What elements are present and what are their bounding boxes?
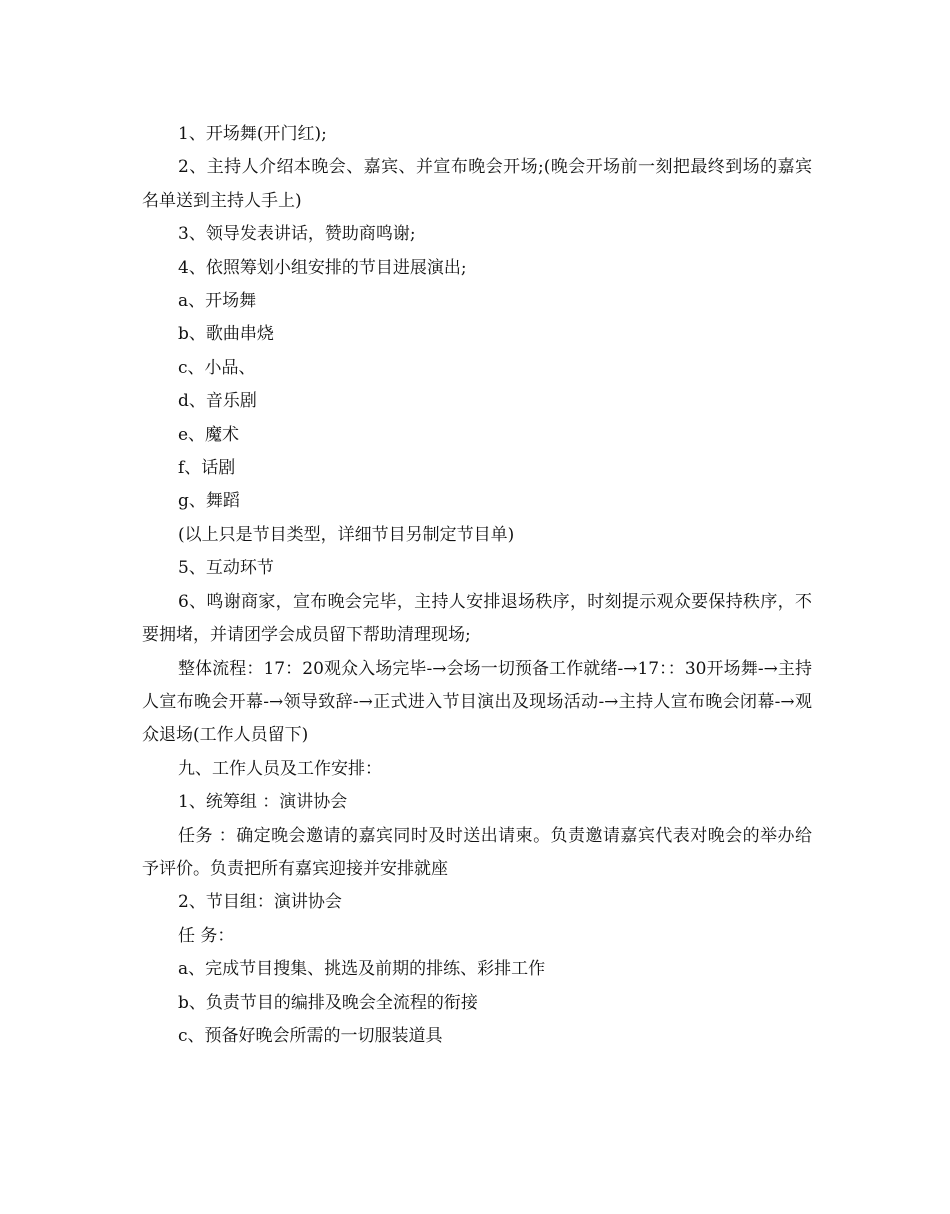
document-body: [142, 118, 812, 1053]
group-program-task-label: 任 务：: [178, 925, 235, 946]
group-coordination: 1、统筹组 ：演讲协会: [178, 792, 348, 813]
section-heading-staff: 九、工作人员及工作安排：: [178, 758, 382, 779]
item-performance: 4、依照筹划小组安排的节目进展演出;: [178, 257, 467, 278]
item-interaction: 5、互动环节: [178, 558, 274, 579]
task-item-c: c、预备好晚会所需的一切服装道具: [178, 1025, 443, 1046]
task-item-a: a、完成节目搜集、挑选及前期的排练、彩排工作: [178, 959, 546, 980]
item-closing: 6、鸣谢商家，宣布晚会完毕，主持人安排退场秩序，时刻提示观众要保持秩序，不要拥堵，并请团学会成员留下帮助清理现场;: [142, 591, 812, 646]
group-program: 2、节目组：演讲协会: [178, 892, 342, 913]
program-type-g: g、舞蹈: [178, 491, 240, 512]
task-item-b: b、负责节目的编排及晚会全流程的衔接: [178, 992, 478, 1013]
program-type-d: d、音乐剧: [178, 391, 257, 412]
program-type-c: c、小品、: [178, 357, 256, 378]
program-note: (以上只是节目类型，详细节目另制定节目单): [178, 524, 515, 545]
item-opening-dance: 1、开场舞(开门红);: [178, 124, 327, 144]
program-type-f: f、话剧: [178, 458, 236, 479]
item-leader-speech: 3、领导发表讲话，赞助商鸣谢;: [178, 224, 416, 245]
program-type-b: b、歌曲串烧: [178, 324, 274, 345]
overall-flow: 整体流程：17：20观众入场完毕-→会场一切预备工作就绪-→17：：30开场舞-→主持人宣布晚会开幕-→领导致辞-→正式进入节目演出及现场活动-→主持人宣布晚会闭幕-→观众退场(工作人员留下): [142, 658, 812, 746]
program-type-e: e、魔术: [178, 424, 240, 445]
group-coordination-task: 任务 ：确定晚会邀请的嘉宾同时及时送出请柬。负责邀请嘉宾代表对晚会的举办给予评价。负责把所有嘉宾迎接并安排就座: [142, 825, 812, 879]
program-type-a: a、开场舞: [178, 291, 257, 312]
item-host-introduction: 2、主持人介绍本晚会、嘉宾、并宣布晚会开场;(晚会开场前一刻把最终到场的嘉宾名单送到主持人手上): [142, 157, 812, 211]
